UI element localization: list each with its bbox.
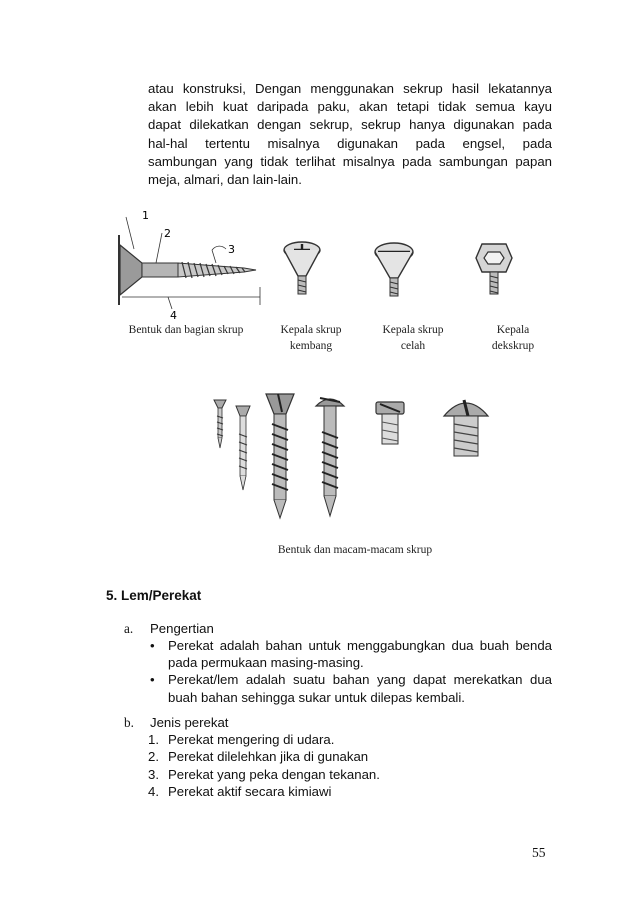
bullet-line: buah bahan sehingga sukar untuk dilepas kembali. xyxy=(168,689,465,705)
intro-line: sambungan yang tidak terlihat misalnya pada sambungan papan xyxy=(148,153,552,169)
types-list xyxy=(148,731,380,801)
callout-1: 1 xyxy=(142,209,149,222)
caption-line: kembang xyxy=(289,340,333,352)
caption-kepala-kembang xyxy=(268,322,354,354)
callout-2: 2 xyxy=(164,227,171,240)
subsection-letter: b. xyxy=(124,715,134,730)
screw-parts-illustration xyxy=(104,205,264,323)
subsection-letter: a. xyxy=(124,621,134,636)
subsection-b-heading xyxy=(124,714,228,731)
section-title: 5. Lem/Perekat xyxy=(106,588,202,603)
screw-types-illustration xyxy=(208,392,508,530)
list-item: • Perekat/lem adalah suatu bahan yang dapat merekatkan dua buah bahan sehingga sukar untuk dilepas kembali. xyxy=(150,672,552,705)
caption-line: Kepala xyxy=(496,324,530,336)
list-item: 1. Perekat mengering di udara. xyxy=(148,732,335,747)
caption-kepala-dek xyxy=(478,322,548,354)
definition-list xyxy=(148,637,552,706)
caption-screw-types: Bentuk dan macam-macam skrup xyxy=(277,544,433,556)
bullet-line: pada permukaan masing-masing. xyxy=(168,655,364,671)
cross-head-screw-icon xyxy=(280,240,324,300)
subsection-heading: Pengertian xyxy=(150,621,214,636)
caption-screw-parts: Bentuk dan bagian skrup xyxy=(128,324,244,336)
small-wood-screw-1 xyxy=(214,400,226,448)
list-item: 3. Perekat yang peka dengan tekanan. xyxy=(148,766,380,782)
list-item: 4. Perekat aktif secara kimiawi xyxy=(148,784,332,800)
dome-head-bolt xyxy=(444,400,488,456)
hex-head-screw-icon xyxy=(472,240,516,300)
subsection-a-heading xyxy=(124,620,214,637)
subsection-heading: Jenis perekat xyxy=(150,715,229,730)
caption-line: Kepala skrup xyxy=(382,324,444,336)
caption-line: Kepala skrup xyxy=(280,324,342,336)
intro-paragraph xyxy=(148,80,552,189)
callout-4: 4 xyxy=(170,309,177,322)
intro-line: akan lebih kuat daripada paku, akan tetapi tidak semua kayu xyxy=(148,99,552,115)
cheese-head-bolt xyxy=(376,402,404,444)
round-head-screw xyxy=(316,398,344,516)
intro-line: meja, almari, dan lain-lain. xyxy=(148,172,302,188)
slotted-head-screw-icon xyxy=(370,240,418,300)
callout-3: 3 xyxy=(228,243,235,256)
caption-line: celah xyxy=(400,340,426,352)
list-item: • Perekat adalah bahan untuk menggabungkan dua buah benda pada permukaan masing-masing. xyxy=(150,638,552,671)
caption-kepala-celah xyxy=(370,322,456,354)
intro-line: hal-hal tertentu misalnya digunakan pada engsel, pada xyxy=(148,135,552,151)
list-item: 2. Perekat dilelehkan jika di gunakan xyxy=(148,749,369,765)
intro-line: atau konstruksi, Dengan menggunakan sekrup hasil lekatannya xyxy=(148,81,552,96)
intro-line: dapat dilekatkan dengan sekrup, sekrup hanya digunakan pada xyxy=(148,117,552,133)
small-wood-screw-2 xyxy=(236,406,250,490)
caption-line: dekskrup xyxy=(491,340,535,352)
page-number: 55 xyxy=(532,845,546,860)
bullet-line: Perekat/lem adalah suatu bahan yang dapat merekatkan dua xyxy=(168,672,552,688)
large-wood-screw-1 xyxy=(266,394,294,518)
bullet-line: Perekat adalah bahan untuk menggabungkan dua buah benda xyxy=(168,638,552,653)
